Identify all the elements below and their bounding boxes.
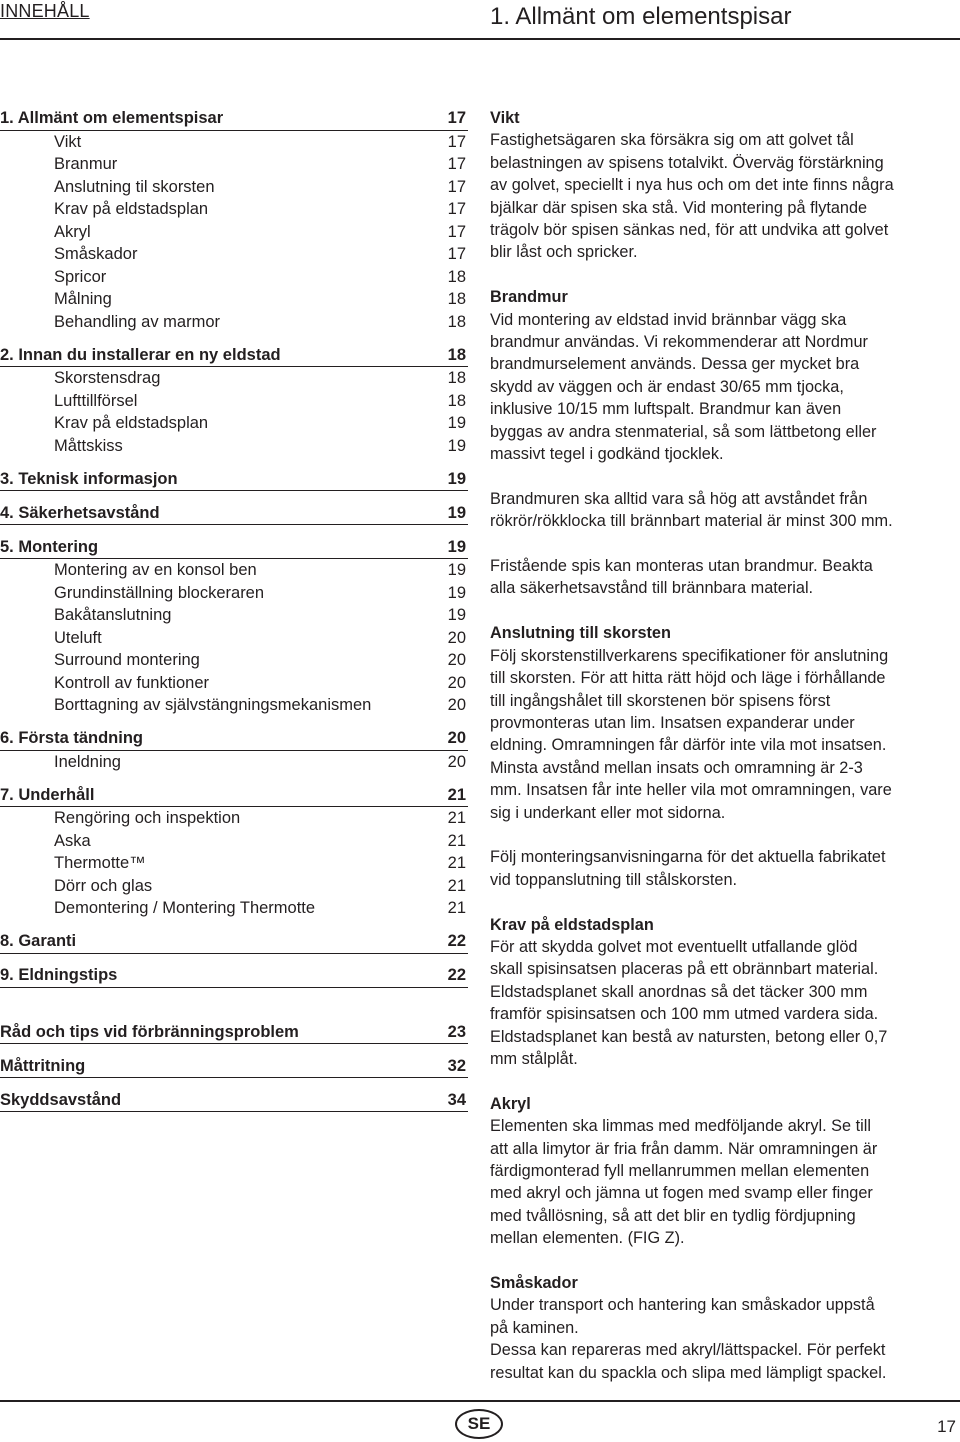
toc-entry-page: 34: [447, 1090, 466, 1109]
toc-entry-title: Målning: [54, 290, 112, 308]
toc-entry-page: 22: [447, 932, 466, 950]
text-line: bjälkar där spisen ska stå. Vid montering på flytande: [490, 198, 868, 217]
section-vikt: [490, 107, 952, 264]
paragraph: [490, 129, 952, 263]
text-line: färdigmonterad fyll mellanrummen mellan elementen: [490, 1161, 870, 1180]
toc-entry-title: Dörr och glas: [54, 876, 153, 895]
toc-subsection-entry[interactable]: [0, 604, 468, 627]
text-line: sig i underkant eller mot sidorna.: [490, 803, 726, 822]
toc-entry-title: 9. Eldningstips: [0, 966, 118, 984]
toc-subsection-entry[interactable]: [0, 412, 468, 435]
text-line: belastningen av spisens totalvikt. Överväg förstärkning: [490, 153, 884, 172]
toc-subsection-entry[interactable]: [0, 176, 468, 199]
text-line: med akryl och jämna ut fogen med svamp eller finger: [490, 1184, 873, 1203]
text-line: rökrör/rökklocka till brännbart material är minst 300 mm.: [490, 512, 893, 531]
toc-entry-title: Uteluft: [54, 628, 102, 647]
language-badge: SE: [455, 1409, 503, 1439]
toc-subsection-entry[interactable]: [0, 153, 468, 176]
header-divider: [0, 38, 960, 40]
toc-entry-page: 18: [447, 290, 466, 308]
text-line: inklusive 10/15 mm luftspalt. Brandmur kan även: [490, 400, 842, 419]
toc-entry-page: 20: [447, 729, 466, 747]
toc-section-entry[interactable]: [0, 1055, 468, 1079]
text-line: mm. Insatsen får inte heller vila mot omramningen, vare: [490, 781, 892, 800]
section-akryl: [490, 1093, 952, 1250]
toc-entry-page: 21: [447, 876, 466, 895]
toc-subsection-entry[interactable]: [0, 311, 468, 334]
text-line: eldning. Omramningen får därför inte vila mot insatsen.: [490, 736, 887, 755]
toc-section-entry[interactable]: [0, 468, 468, 492]
toc-entry-title: Grundinställning blockeraren: [54, 583, 265, 602]
toc-entry-title: Vikt: [54, 132, 82, 151]
toc-entry-page: 19: [447, 436, 466, 455]
page-number: 17: [937, 1417, 956, 1436]
toc-entry-page: 19: [447, 537, 466, 556]
section-anslutning: [490, 622, 952, 891]
toc-section-entry[interactable]: [0, 727, 468, 751]
toc-subsection-entry[interactable]: [0, 221, 468, 244]
toc-subsection-entry[interactable]: [0, 672, 468, 695]
section-krav: [490, 914, 952, 1071]
toc-entry-page: 18: [447, 312, 466, 331]
toc-section-entry[interactable]: [0, 1021, 468, 1045]
toc-entry-title: Behandling av marmor: [54, 312, 220, 331]
table-of-contents: [0, 107, 468, 1112]
text-line: Eldstadsplanet kan bestå av natursten, betong eller 0,7: [490, 1027, 888, 1046]
text-line: på kaminen.: [490, 1318, 579, 1337]
text-line: resultat kan du spackla och slipa med lämpligt spackel.: [490, 1363, 887, 1382]
toc-entry-title: 2. Innan du installerar en ny eldstad: [0, 345, 281, 364]
toc-subsection-entry[interactable]: [0, 897, 468, 920]
text-line: skydd av väggen och är endast 30/65 mm tjocka,: [490, 377, 844, 396]
toc-entry-page: 19: [447, 583, 466, 602]
text-line: provmonteras utan lim. Insatsen expanderar under: [490, 713, 855, 732]
text-line: Dessa kan repareras med akryl/lättspackel. För perfekt: [490, 1341, 886, 1360]
toc-section-entry[interactable]: [0, 964, 468, 988]
toc-entry-title: Småskador: [54, 245, 138, 263]
toc-entry-title: Råd och tips vid förbränningsproblem: [0, 1022, 299, 1041]
text-line: Eldstadsplanet skall anordnas så det täcker 300 mm: [490, 982, 868, 1001]
toc-entry-page: 18: [447, 345, 466, 364]
toc-subsection-entry[interactable]: [0, 367, 468, 390]
section-smaskador: [490, 1272, 952, 1384]
toc-entry-page: 22: [447, 966, 466, 984]
toc-section-entry[interactable]: [0, 930, 468, 954]
toc-entry-title: 1. Allmänt om elementspisar: [0, 109, 224, 127]
toc-entry-page: 32: [447, 1056, 466, 1075]
toc-entry-page: 23: [447, 1022, 466, 1041]
section-heading: Småskador: [490, 1274, 578, 1292]
toc-subsection-entry[interactable]: [0, 582, 468, 605]
toc-subsection-entry[interactable]: [0, 198, 468, 221]
toc-subsection-entry[interactable]: [0, 559, 468, 582]
text-line: Följ monteringsanvisningarna för det aktuella fabrikatet: [490, 848, 886, 867]
toc-entry-title: 4. Säkerhetsavstånd: [0, 503, 160, 522]
toc-entry-page: 17: [447, 109, 466, 127]
toc-section-entry[interactable]: [0, 502, 468, 526]
toc-entry-page: 17: [447, 245, 466, 263]
toc-subsection-entry[interactable]: [0, 830, 468, 853]
toc-entry-title: Skyddsavstånd: [0, 1090, 122, 1109]
toc-entry-page: 18: [447, 369, 466, 387]
toc-entry-page: 21: [447, 854, 466, 872]
text-line: till skorsten. För att hitta rätt höjd och läge i förhållande: [490, 669, 886, 688]
text-line: byggas av andra stenmaterial, så som lättbetong eller: [490, 422, 877, 441]
toc-entry-page: 19: [447, 561, 466, 579]
toc-section-entry[interactable]: [0, 784, 468, 808]
section-heading: Akryl: [490, 1094, 531, 1113]
text-line: alla säkerhetsavstånd till brännbara material.: [490, 579, 814, 598]
toc-entry-page: 17: [447, 155, 466, 173]
toc-subsection-entry[interactable]: [0, 875, 468, 898]
section-brandmur: [490, 286, 952, 600]
text-line: att alla limytor är fria från damm. När omramningen är: [490, 1139, 878, 1158]
text-line: För att skydda golvet mot eventuellt utfallande glöd: [490, 937, 858, 956]
toc-subsection-entry[interactable]: [0, 243, 468, 266]
text-line: med tvållösning, så att det blir en tydlig fördjupning: [490, 1206, 856, 1225]
toc-subsection-entry[interactable]: [0, 649, 468, 672]
toc-subsection-entry[interactable]: [0, 807, 468, 830]
toc-entry-page: 18: [447, 391, 466, 410]
toc-entry-page: 19: [447, 469, 466, 488]
text-line: skall spisinsatsen placeras på ett obrännbart material.: [490, 960, 879, 979]
toc-entry-title: 7. Underhåll: [0, 785, 95, 804]
toc-entry-page: 18: [447, 267, 466, 286]
toc-entry-title: Branmur: [54, 155, 118, 173]
section-heading: Vikt: [490, 109, 520, 127]
text-line: Följ skorstenstillverkarens specifikationer för anslutning: [490, 646, 889, 665]
toc-entry-page: 20: [447, 696, 466, 714]
paragraph: [490, 555, 952, 600]
paragraph: [490, 936, 952, 1070]
text-line: Fastighetsägaren ska försäkra sig om att golvet tål: [490, 131, 854, 150]
paragraph: [490, 645, 952, 824]
toc-entry-page: 21: [447, 785, 466, 804]
text-line: mellan elementen. (FIG Z).: [490, 1229, 685, 1248]
toc-subsection-entry[interactable]: [0, 627, 468, 650]
toc-entry-title: Thermotte™: [54, 854, 146, 872]
toc-entry-page: 19: [447, 414, 466, 432]
toc-entry-page: 20: [447, 628, 466, 647]
toc-subsection-entry[interactable]: [0, 288, 468, 311]
toc-entry-title: Spricor: [54, 267, 107, 286]
toc-subsection-entry[interactable]: [0, 751, 468, 774]
section-title: 1. Allmänt om elementspisar: [490, 3, 792, 30]
text-line: framför spisinsatsen och 100 mm utmed vardera sida.: [490, 1005, 879, 1024]
section-heading: Krav på eldstadsplan: [490, 915, 654, 934]
footer-divider: [0, 1400, 960, 1402]
toc-entry-page: 21: [447, 809, 466, 827]
toc-subsection-entry[interactable]: [0, 435, 468, 458]
section-heading: Brandmur: [490, 288, 568, 307]
main-content: [490, 107, 952, 1406]
toc-entry-title: Ineldning: [54, 752, 121, 771]
toc-entry-page: 21: [447, 831, 466, 850]
toc-entry-title: Krav på eldstadsplan: [54, 414, 209, 432]
toc-entry-title: Demontering / Montering Thermotte: [54, 899, 316, 917]
toc-entry-page: 17: [447, 222, 466, 241]
toc-subsection-entry[interactable]: [0, 694, 468, 717]
text-line: av golvet, speciellt i nya hus och om det inte finns några: [490, 176, 894, 195]
toc-entry-page: 21: [447, 899, 466, 917]
toc-entry-title: 6. Första tändning: [0, 729, 144, 747]
toc-section-entry[interactable]: [0, 536, 468, 560]
toc-entry-title: Måttritning: [0, 1056, 86, 1075]
toc-entry-title: Montering av en konsol ben: [54, 561, 257, 579]
toc-entry-page: 17: [447, 200, 466, 218]
toc-entry-title: 5. Montering: [0, 537, 99, 556]
toc-subsection-entry[interactable]: [0, 131, 468, 154]
toc-entry-title: 8. Garanti: [0, 932, 77, 950]
toc-entry-title: Aska: [54, 831, 91, 850]
paragraph: [490, 309, 952, 466]
toc-entry-page: 19: [447, 503, 466, 522]
toc-entry-title: Skorstensdrag: [54, 369, 161, 387]
text-line: Under transport och hantering kan småskador uppstå: [490, 1296, 875, 1315]
toc-subsection-entry[interactable]: [0, 390, 468, 413]
text-line: brandmurselement används. Dessa ger mycket bra: [490, 355, 860, 374]
toc-subsection-entry[interactable]: [0, 852, 468, 875]
toc-entry-page: 20: [447, 651, 466, 669]
toc-entry-page: 20: [447, 752, 466, 771]
toc-entry-page: 19: [447, 606, 466, 624]
toc-entry-title: Lufttillförsel: [54, 391, 138, 410]
section-heading: Anslutning till skorsten: [490, 624, 671, 643]
toc-section-entry[interactable]: [0, 1089, 468, 1113]
toc-entry-title: Måttskiss: [54, 436, 123, 455]
toc-section-entry[interactable]: [0, 107, 468, 131]
paragraph: [490, 1294, 952, 1384]
toc-entry-page: 17: [447, 132, 466, 151]
text-line: Brandmuren ska alltid vara så hög att avståndet från: [490, 489, 868, 508]
text-line: trägolv bör spisen sänkas ned, för att undvika att golvet: [490, 221, 889, 240]
text-line: Fristående spis kan monteras utan brandmur. Beakta: [490, 557, 873, 576]
text-line: Elementen ska limmas med medföljande akryl. Se till: [490, 1117, 871, 1136]
text-line: Vid montering av eldstad invid brännbar vägg ska: [490, 310, 847, 329]
toc-entry-title: Krav på eldstadsplan: [54, 200, 209, 218]
toc-subsection-entry[interactable]: [0, 266, 468, 289]
text-line: vid toppanslutning till stålskorsten.: [490, 870, 738, 889]
toc-entry-title: Rengöring och inspektion: [54, 809, 241, 827]
text-line: mm stålplåt.: [490, 1049, 578, 1068]
paragraph: [490, 1115, 952, 1249]
text-line: Minsta avstånd mellan insats och omramning är 2-3: [490, 758, 863, 777]
text-line: till ingångshålet till skorstenen bör spisens först: [490, 691, 831, 710]
paragraph: [490, 846, 952, 891]
toc-entry-title: Akryl: [54, 222, 91, 241]
paragraph: [490, 488, 952, 533]
text-line: massivt tegel i godkänd tjocklek.: [490, 445, 724, 464]
toc-header: INNEHÅLL: [0, 1, 90, 21]
toc-entry-title: 3. Teknisk informasjon: [0, 469, 178, 488]
text-line: brandmur användas. Vi rekommenderar att Nordmur: [490, 333, 868, 352]
text-line: blir låst och spricker.: [490, 243, 638, 262]
toc-entry-title: Kontroll av funktioner: [54, 673, 210, 692]
toc-entry-page: 17: [447, 177, 466, 196]
toc-entry-title: Surround montering: [54, 651, 200, 669]
toc-entry-title: Borttagning av självstängningsmekanismen: [54, 696, 372, 714]
toc-entry-title: Anslutning til skorsten: [54, 177, 215, 196]
toc-section-entry[interactable]: [0, 344, 468, 368]
toc-entry-title: Bakåtanslutning: [54, 606, 172, 624]
toc-entry-page: 20: [447, 673, 466, 692]
